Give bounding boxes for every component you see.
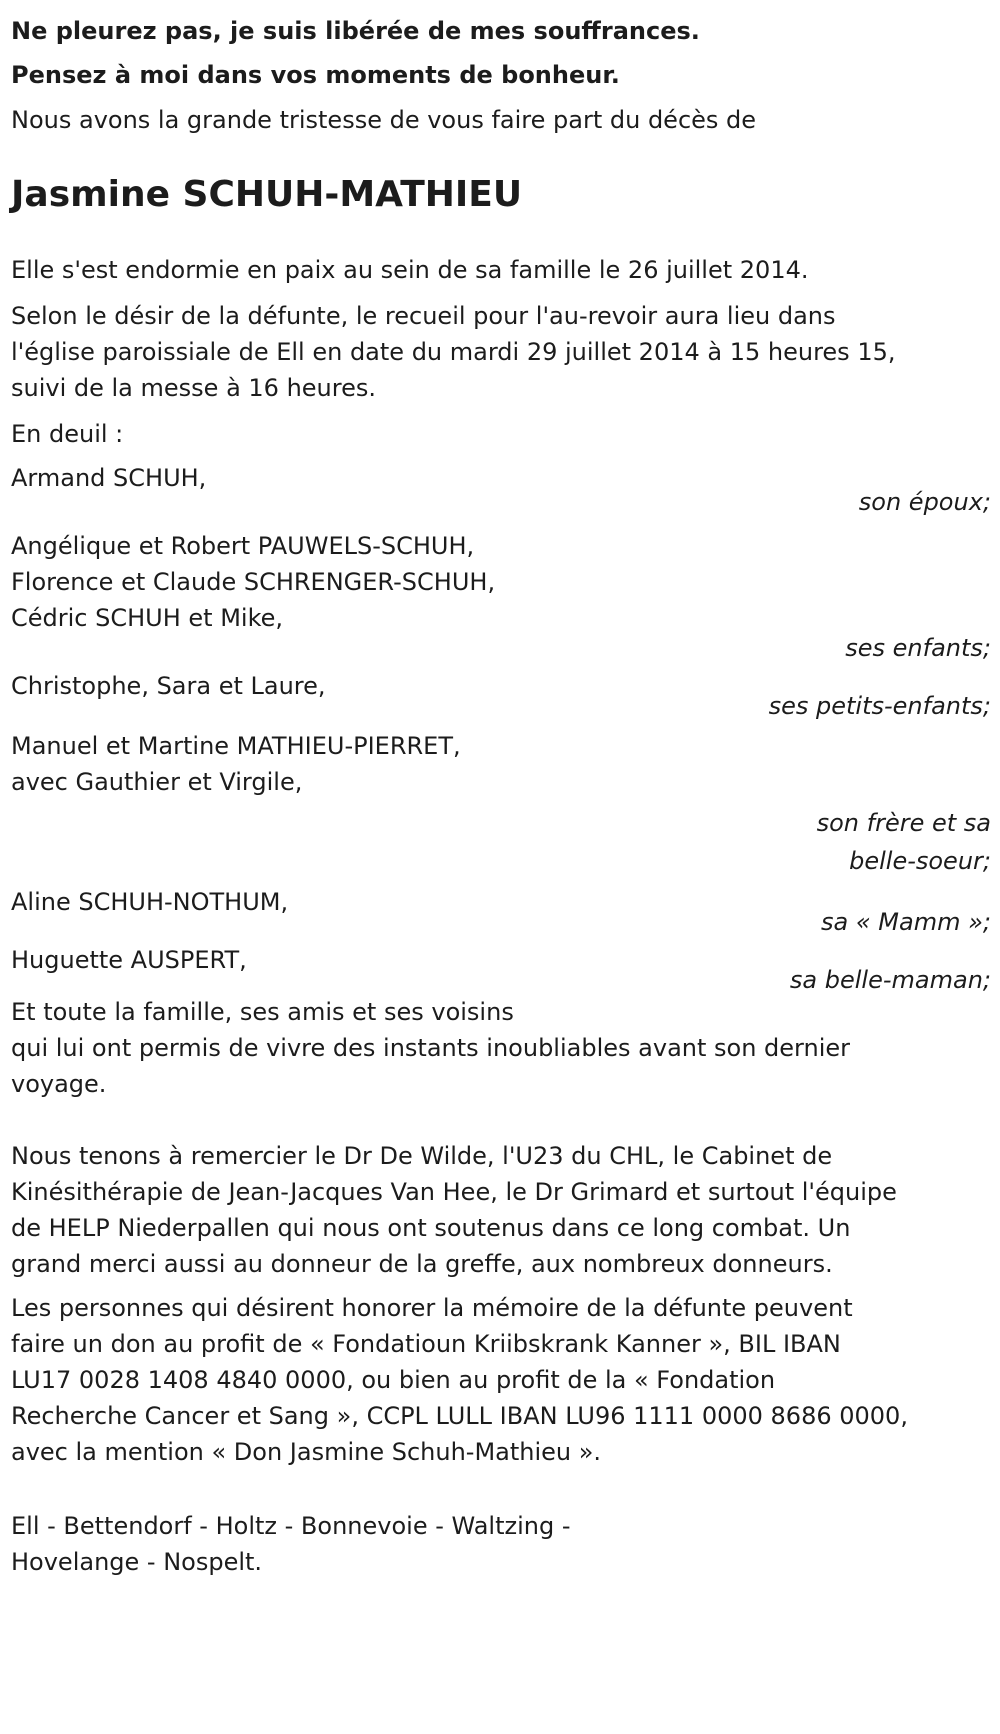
- mourner-group: [11, 940, 991, 998]
- ceremony-line: Selon le désir de la défunte, le recueil pour l'au-revoir aura lieu dans: [11, 302, 836, 330]
- mourner-group: [11, 728, 991, 880]
- mourner-name: Christophe, Sara et Laure,: [11, 672, 326, 700]
- thanks-line: Kinésithérapie de Jean-Jacques Van Hee, le Dr Grimard et surtout l'équipe: [11, 1178, 897, 1206]
- donation-line: LU17 0028 1408 4840 0000, ou bien au profit de la « Fondation: [11, 1366, 776, 1394]
- deceased-name: Jasmine SCHUH-MATHIEU: [11, 174, 523, 215]
- family-line: voyage.: [11, 1070, 107, 1098]
- donation-line: Recherche Cancer et Sang », CCPL LULL IBAN LU96 1111 0000 8686 0000,: [11, 1402, 908, 1430]
- mourner-name: Manuel et Martine MATHIEU-PIERRET,: [11, 732, 461, 760]
- donation-line: avec la mention « Don Jasmine Schuh-Mathieu ».: [11, 1438, 602, 1466]
- mourner-name: Florence et Claude SCHRENGER-SCHUH,: [11, 568, 496, 596]
- announcement-intro: Nous avons la grande tristesse de vous faire part du décès de: [11, 106, 757, 134]
- mourner-role: ses petits-enfants;: [768, 692, 991, 720]
- ceremony-line: l'église paroissiale de Ell en date du mardi 29 juillet 2014 à 15 heures 15,: [11, 338, 896, 366]
- family-line: qui lui ont permis de vivre des instants inoubliables avant son dernier: [11, 1034, 851, 1062]
- ceremony-line: suivi de la messe à 16 heures.: [11, 374, 376, 402]
- death-statement: Elle s'est endormie en paix au sein de sa famille le 26 juillet 2014.: [11, 256, 809, 284]
- thanks-paragraph: [11, 1138, 991, 1282]
- motto-line-1: Ne pleurez pas, je suis libérée de mes souffrances.: [11, 17, 700, 45]
- thanks-line: Nous tenons à remercier le Dr De Wilde, l'U23 du CHL, le Cabinet de: [11, 1142, 833, 1170]
- donation-paragraph: [11, 1290, 991, 1470]
- mourner-name: Armand SCHUH,: [11, 464, 207, 492]
- mourner-name: Aline SCHUH-NOTHUM,: [11, 888, 289, 916]
- places-line: Hovelange - Nospelt.: [11, 1548, 263, 1576]
- mourner-role: son frère et sa: [816, 809, 991, 837]
- family-line: Et toute la famille, ses amis et ses voisins: [11, 998, 514, 1026]
- mourner-role: son époux;: [858, 488, 991, 516]
- ceremony-paragraph: [11, 298, 991, 406]
- mourner-name: Huguette AUSPERT,: [11, 946, 247, 974]
- mourner-name: Cédric SCHUH et Mike,: [11, 604, 284, 632]
- thanks-line: de HELP Niederpallen qui nous ont soutenus dans ce long combat. Un: [11, 1214, 851, 1242]
- thanks-line: grand merci aussi au donneur de la greffe, aux nombreux donneurs.: [11, 1250, 833, 1278]
- places-list: [11, 1508, 991, 1580]
- mourner-name: Angélique et Robert PAUWELS-SCHUH,: [11, 532, 475, 560]
- mourner-name: avec Gauthier et Virgile,: [11, 768, 303, 796]
- mourner-group: [11, 666, 991, 724]
- mourners-list: [11, 458, 991, 998]
- motto-line-2: Pensez à moi dans vos moments de bonheur.: [11, 61, 620, 89]
- mourning-label: En deuil :: [11, 420, 124, 448]
- mourner-role: sa belle-maman;: [789, 966, 991, 994]
- places-line: Ell - Bettendorf - Holtz - Bonnevoie - Waltzing -: [11, 1512, 571, 1540]
- mourner-group: [11, 458, 991, 520]
- mourner-role: ses enfants;: [845, 634, 991, 662]
- mourner-role: belle-soeur;: [849, 847, 991, 875]
- obituary-content: [11, 6, 991, 1580]
- donation-line: faire un don au profit de « Fondatioun Kriibskrank Kanner », BIL IBAN: [11, 1330, 841, 1358]
- donation-line: Les personnes qui désirent honorer la mémoire de la défunte peuvent: [11, 1294, 853, 1322]
- family-paragraph: [11, 994, 991, 1102]
- mourner-role: sa « Mamm »;: [821, 908, 991, 936]
- mourner-group: [11, 882, 991, 940]
- mourner-group: [11, 528, 991, 666]
